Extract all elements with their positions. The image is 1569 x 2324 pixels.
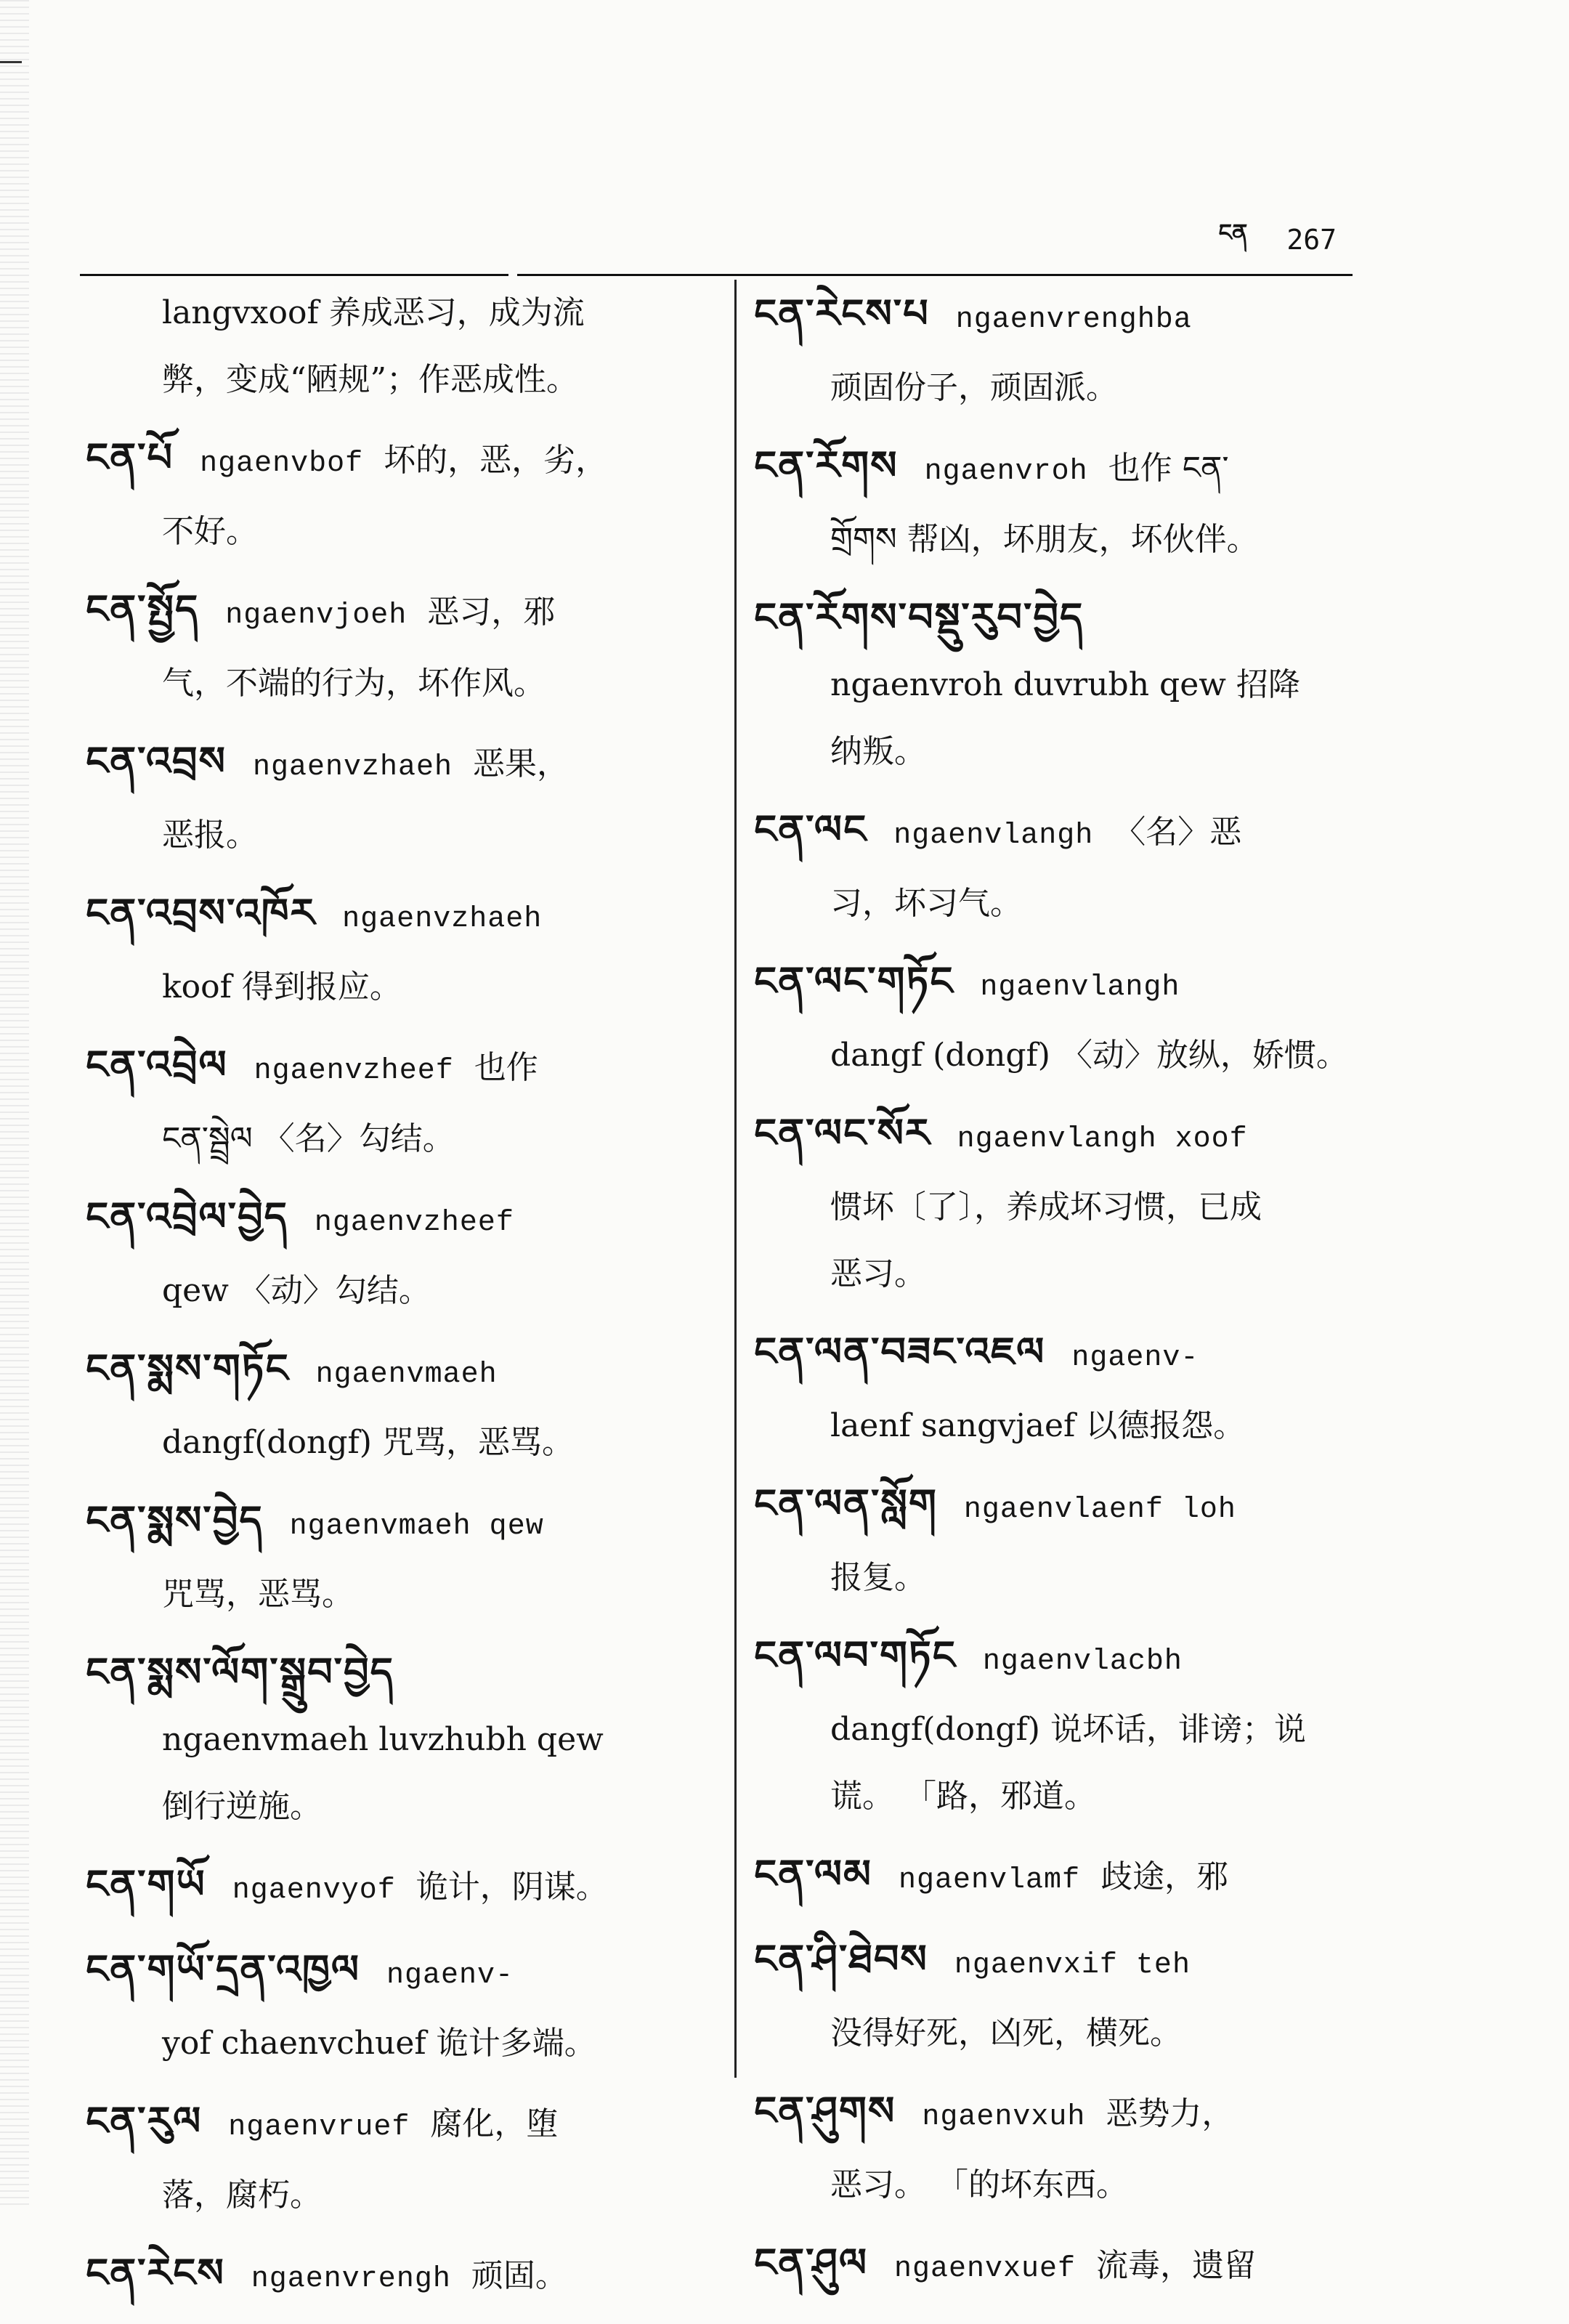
headword-romanization: ngaenvjoeh bbox=[225, 599, 408, 632]
headword-romanization: ngaenvxif teh bbox=[954, 1949, 1191, 1982]
dictionary-entry bbox=[86, 2239, 707, 2314]
entry-line: langvxoof 养成恶习，成为流 bbox=[162, 294, 585, 331]
definition: 恶果， bbox=[473, 745, 569, 782]
headword-tibetan: ངན་ལན་བཟང་འཇལ bbox=[754, 1329, 1046, 1374]
headword-romanization: ngaenvbof bbox=[200, 448, 364, 480]
definition-continued: 倒行逆施。 bbox=[162, 1788, 322, 1825]
definition: 也作 bbox=[474, 1049, 538, 1086]
headword-romanization: ngaenvxuef bbox=[894, 2253, 1077, 2285]
definition-continued: dangf (dongf) 〈动〉放纵，娇惯。 bbox=[830, 1037, 1348, 1074]
definition: 坏的，恶，劣， bbox=[384, 442, 608, 479]
definition-continued: laenf sangvjaef 以德报怨。 bbox=[830, 1407, 1246, 1444]
entry-line: 弊，变成“陋规”；作恶成性。 bbox=[162, 361, 578, 398]
headword-tibetan: ངན་རུལ bbox=[86, 2098, 203, 2144]
dictionary-entry bbox=[86, 1935, 707, 2077]
headword-tibetan: ངན་ཤུགས bbox=[754, 2088, 896, 2134]
headword-tibetan: ངན་གཡོ bbox=[86, 1861, 206, 1907]
headword-romanization: ngaenvlangh bbox=[893, 819, 1094, 852]
dictionary-entry bbox=[754, 583, 1404, 785]
headword-romanization: ngaenvzheef bbox=[254, 1055, 454, 1088]
definition-continued: 习，坏习气。 bbox=[830, 885, 1022, 922]
dictionary-entry bbox=[86, 2087, 707, 2229]
right-column bbox=[754, 280, 1404, 2314]
dictionary-entry bbox=[754, 1318, 1404, 1459]
definition-continued: dangf(dongf) 说坏话，诽谤；说 bbox=[830, 1711, 1306, 1748]
headword-romanization: ngaenvxuh bbox=[922, 2101, 1086, 2134]
headword-tibetan: ངན་རེངས bbox=[86, 2250, 225, 2296]
headword-tibetan: ངན་འབྲས bbox=[86, 738, 227, 784]
headword-romanization: ngaenvzhaeh bbox=[342, 903, 543, 936]
definition-continued: 气，不端的行为，坏作风。 bbox=[162, 665, 546, 702]
headword-romanization: ngaenvruef bbox=[228, 2111, 410, 2144]
definition: 歧途，邪 bbox=[1100, 1858, 1228, 1895]
headword-romanization: ngaenvmaeh bbox=[315, 1359, 498, 1391]
definition: 也作 ངན་ bbox=[1108, 450, 1229, 487]
headword-romanization: ngaenvyof bbox=[232, 1874, 396, 1907]
dictionary-entry bbox=[86, 1031, 707, 1173]
definition-continued: 顽固份子，顽固派。 bbox=[830, 369, 1118, 406]
definition-continued: 纳叛。 bbox=[830, 733, 926, 770]
headword-tibetan: ངན་ལམ bbox=[754, 1851, 872, 1897]
headword-romanization: ngaenvroh bbox=[924, 456, 1088, 488]
headword-tibetan: ངན་འབྲེལ་བྱེད bbox=[86, 1194, 288, 1239]
definition: 腐化，堕 bbox=[430, 2105, 559, 2142]
headword-romanization: ngaenv- bbox=[386, 1959, 514, 1992]
dictionary-entry bbox=[86, 1486, 707, 1628]
definition: 恶势力， bbox=[1106, 2095, 1234, 2132]
header-rule-right bbox=[517, 274, 1353, 276]
dictionary-entry bbox=[754, 432, 1404, 573]
dictionary-entry bbox=[754, 2229, 1404, 2304]
definition-continued: གྲོགས 帮凶，坏朋友，坏伙伴。 bbox=[830, 521, 1259, 558]
definition: 诡计，阴谋。 bbox=[415, 1868, 608, 1906]
definition-continued: koof 得到报应。 bbox=[162, 968, 402, 1005]
dictionary-entry bbox=[754, 2077, 1404, 2219]
headword-tibetan: ངན་སྨས་ལོག་སྒྲུབ་བྱེད bbox=[86, 1649, 394, 1695]
dictionary-entry bbox=[86, 1183, 707, 1324]
headword-tibetan: ངན་ཤི་ཐེབས bbox=[754, 1936, 928, 1982]
headword-romanization: ngaenvmaeh luvzhubh qew bbox=[162, 1721, 604, 1758]
dictionary-entry bbox=[86, 727, 707, 869]
headword-tibetan: ངན་སྤྱོད bbox=[86, 586, 200, 632]
headword-romanization: ngaenvlaenf loh bbox=[963, 1494, 1236, 1526]
definition: 顽固。 bbox=[471, 2257, 567, 2294]
definition-continued: dangf(dongf) 咒骂，恶骂。 bbox=[162, 1424, 574, 1461]
scan-edge-grain bbox=[0, 0, 29, 2205]
definition-continued: 恶习。 bbox=[830, 1255, 926, 1292]
headword-romanization: ngaenvlamf bbox=[898, 1864, 1080, 1897]
headword-tibetan: ངན་ལང་སོར bbox=[754, 1110, 931, 1156]
left-column bbox=[86, 280, 707, 2324]
headword-romanization: ngaenvlangh bbox=[980, 971, 1180, 1004]
definition-continued: 报复。 bbox=[830, 1559, 926, 1596]
carry-over-entry bbox=[86, 280, 707, 413]
dictionary-entry bbox=[754, 1621, 1404, 1830]
dictionary-entry bbox=[754, 1840, 1404, 1915]
headword-tibetan: ངན་ལང bbox=[754, 806, 868, 852]
definition-continued: 不好。 bbox=[162, 513, 258, 550]
headword-romanization: ngaenvmaeh qew bbox=[289, 1510, 544, 1543]
dictionary-entry bbox=[754, 280, 1404, 421]
scan-edge-mark bbox=[0, 61, 22, 63]
definition: 恶习，邪 bbox=[427, 594, 556, 631]
headword-tibetan: ངན་ལན་སློག bbox=[754, 1481, 938, 1526]
headword-tibetan: ངན་རེངས་པ bbox=[754, 291, 930, 336]
running-head-tibetan: ངན bbox=[1218, 219, 1248, 246]
definition: 〈名〉恶 bbox=[1114, 814, 1242, 851]
definition-continued: 咒骂，恶骂。 bbox=[162, 1576, 354, 1613]
dictionary-entry bbox=[754, 795, 1404, 937]
dictionary-entry bbox=[754, 947, 1404, 1089]
headword-romanization: ngaenvrengh bbox=[251, 2263, 451, 2296]
dictionary-entry bbox=[754, 1925, 1404, 2067]
dictionary-entry bbox=[86, 1335, 707, 1476]
dictionary-entry bbox=[754, 1470, 1404, 1611]
headword-tibetan: ངན་ལང་གཏོང bbox=[754, 958, 954, 1004]
definition-continued: 没得好死，凶死，横死。 bbox=[830, 2015, 1182, 2052]
dictionary-entry bbox=[86, 1638, 707, 1840]
headword-romanization: ngaenvroh duvrubh qew 招降 bbox=[830, 666, 1300, 703]
headword-romanization: ngaenvlangh xoof bbox=[957, 1123, 1248, 1156]
header-rule-left bbox=[80, 274, 508, 276]
definition-continued: 惯坏〔了〕，养成坏习惯，已成 bbox=[830, 1189, 1262, 1226]
dictionary-entry bbox=[86, 575, 707, 717]
headword-tibetan: ངན་འབྲས་འཁོར bbox=[86, 890, 317, 936]
column-divider bbox=[734, 280, 737, 2078]
definition-continued: qew 〈动〉勾结。 bbox=[162, 1272, 431, 1309]
headword-romanization: ngaenvzheef bbox=[314, 1207, 514, 1239]
headword-tibetan: ངན་ཤུལ bbox=[754, 2240, 868, 2285]
definition-continued: yof chaenvchuef 诡计多端。 bbox=[162, 2025, 596, 2062]
page-number: 267 bbox=[1286, 224, 1337, 256]
dictionary-entry bbox=[86, 424, 707, 565]
headword-tibetan: ངན་པོ bbox=[86, 434, 174, 480]
definition: 流毒，遗留 bbox=[1096, 2247, 1257, 2284]
definition-continued: 落，腐朽。 bbox=[162, 2177, 322, 2214]
headword-romanization: ngaenvzhaeh bbox=[252, 751, 453, 784]
dictionary-entry bbox=[86, 879, 707, 1021]
headword-tibetan: ངན་རོགས bbox=[754, 442, 899, 488]
page-header bbox=[1148, 218, 1337, 262]
headword-romanization: ngaenvlacbh bbox=[982, 1645, 1183, 1678]
headword-tibetan: ངན་རོགས་བསྡུ་རུབ་བྱེད bbox=[754, 594, 1084, 640]
headword-tibetan: ངན་སྨས་བྱེད bbox=[86, 1497, 264, 1543]
headword-tibetan: ངན་སྨས་གཏོང bbox=[86, 1345, 290, 1391]
headword-romanization: ngaenv- bbox=[1071, 1342, 1199, 1374]
definition-continued: 谎。 「路，邪道。 bbox=[830, 1778, 1096, 1815]
definition-continued: 恶报。 bbox=[162, 817, 258, 854]
headword-tibetan: ངན་འབྲེལ bbox=[86, 1042, 228, 1088]
headword-tibetan: ངན་ལབ་གཏོང bbox=[754, 1632, 957, 1678]
dictionary-entry bbox=[754, 1099, 1404, 1308]
dictionary-entry bbox=[86, 1850, 707, 1925]
definition-continued: 恶习。 「的坏东西。 bbox=[830, 2166, 1128, 2203]
headword-tibetan: ངན་གཡོ་དྲན་འཁྱལ bbox=[86, 1946, 360, 1992]
definition-continued: ངན་སྦྲེལ 〈名〉勾结。 bbox=[162, 1120, 455, 1157]
headword-romanization: ngaenvrenghba bbox=[955, 304, 1192, 336]
